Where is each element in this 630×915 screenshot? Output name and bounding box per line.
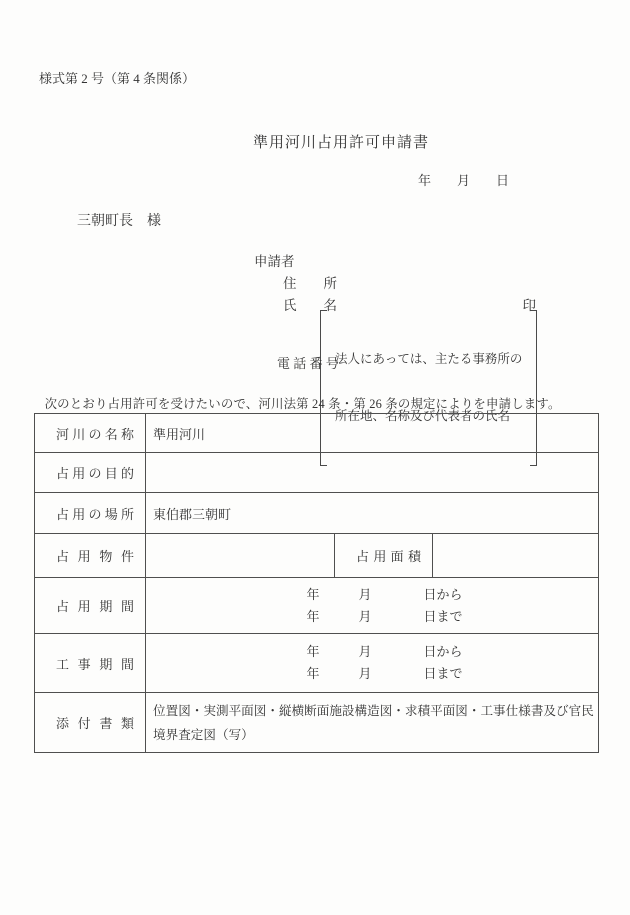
row-label: 占 用 の 目 的 xyxy=(35,453,146,493)
row-value xyxy=(146,578,599,634)
table-row-location xyxy=(35,493,599,534)
row-value xyxy=(146,634,599,693)
application-table xyxy=(34,413,599,753)
row-label: 河 川 の 名 称 xyxy=(35,414,146,453)
table-row-purpose xyxy=(35,453,599,493)
row-value: 東伯郡三朝町 xyxy=(146,493,599,534)
corporation-note-line1: 法人にあっては、主たる事務所の xyxy=(335,352,523,366)
table-row-object-area xyxy=(35,534,599,578)
table-row-construction-period xyxy=(35,634,599,693)
addressee: 三朝町長 様 xyxy=(77,214,161,229)
name-label: 氏 名 xyxy=(283,298,337,313)
row-label-area: 占 用 面 積 xyxy=(335,534,433,578)
row-label: 工 事 期 間 xyxy=(35,634,146,693)
row-label: 添 付 書 類 xyxy=(35,693,146,753)
corporation-note-line2: 所在地、名称及び代表者の氏名 xyxy=(335,409,511,423)
period-to: 年 月 日まで xyxy=(306,666,463,681)
address-label: 住 所 xyxy=(283,276,337,291)
row-value xyxy=(146,534,335,578)
period-from: 年 月 日から xyxy=(306,586,463,602)
period-to: 年 月 日まで xyxy=(306,608,463,624)
row-label: 占 用 物 件 xyxy=(35,534,146,578)
row-value: 準用河川 xyxy=(146,414,599,453)
form-number: 様式第 2 号（第 4 条関係） xyxy=(39,71,196,86)
page-title: 準用河川占用許可申請書 xyxy=(253,135,430,151)
table-row-river-name xyxy=(35,414,599,453)
date-line: 年 月 日 xyxy=(418,173,510,188)
row-value: 位置図・実測平面図・縦横断面施設構造図・求積平面図・工事仕様書及び官民境界査定図（写） xyxy=(146,693,599,753)
table-row-attachments xyxy=(35,693,599,753)
phone-label: 電 話 番 号 xyxy=(277,356,339,371)
period-from: 年 月 日から xyxy=(306,644,463,659)
row-value xyxy=(146,453,599,493)
intro-text: 次のとおり占用許可を受けたいので、河川法第 24 条・第 26 条の規定によりを申請します。 xyxy=(32,397,561,411)
row-value-area xyxy=(433,534,599,578)
applicant-heading: 申請者 xyxy=(254,254,295,269)
table-row-occupation-period xyxy=(35,578,599,634)
row-label: 占 用 期 間 xyxy=(35,578,146,634)
row-label: 占 用 の 場 所 xyxy=(35,493,146,534)
seal-mark: 印 xyxy=(522,298,536,313)
